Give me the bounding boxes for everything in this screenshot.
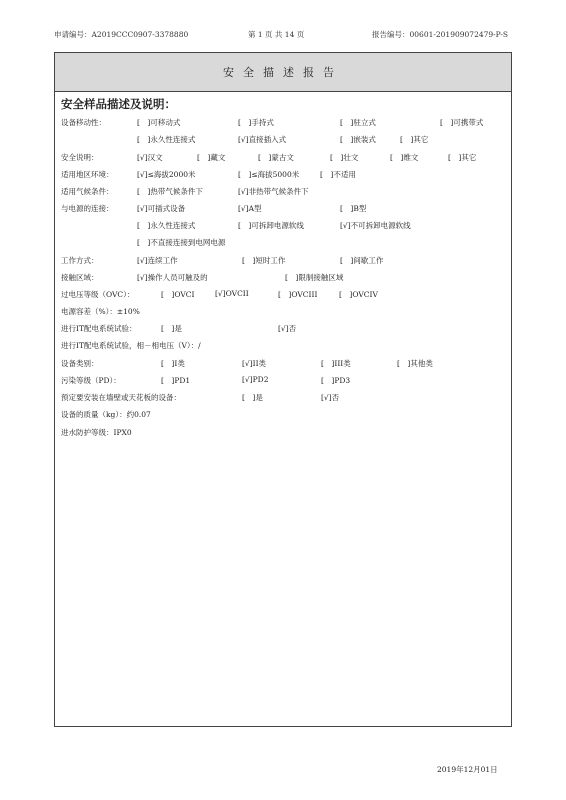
altitude-label: 适用地区环境：	[61, 170, 114, 179]
mobility-label: 设备移动性：	[61, 118, 106, 127]
ovc-iii: [ ]OVCIII	[278, 290, 318, 299]
class-other: [ ]其他类	[397, 359, 433, 368]
mode-continuous: [√]连续工作	[137, 256, 178, 265]
it-test-yes: [ ]是	[161, 324, 182, 333]
class-i: [ ]I类	[161, 359, 185, 368]
equipment-mass: 设备的质量（kg）：约0.07	[61, 410, 151, 419]
access-operator: [√]操作人员可触及的	[137, 273, 208, 282]
ovc-ii: [√]OVCII	[215, 289, 249, 298]
option-handheld: [ ]手持式	[238, 118, 274, 127]
mode-short-time: [ ]短时工作	[242, 256, 286, 265]
ovc-i: [ ]OVCI	[161, 290, 195, 299]
report-date: 2019年12月01日	[437, 765, 498, 774]
conn-type-b: [ ]B型	[340, 204, 367, 213]
wall-mount-no: [√]否	[321, 393, 340, 402]
altitude-2000: [√]≤海拔2000米	[137, 170, 196, 179]
page-indicator: 第 1 页 共 14 页	[248, 30, 305, 39]
option-other: [ ]其它	[400, 135, 429, 144]
option-permanent: [ ]永久性连接式	[137, 135, 196, 144]
climate-non-tropical: [√]非热带气候条件下	[238, 187, 309, 196]
climate-tropical: [ ]热带气候条件下	[137, 187, 203, 196]
class-ii: [√]II类	[242, 359, 267, 368]
it-test-label: 进行IT配电系统试验：	[61, 324, 137, 333]
lang-other: [ ]其它	[448, 153, 477, 162]
pd-2: [√]PD2	[242, 375, 269, 384]
wall-mount-label: 预定要安装在墙壁或天花板的设备：	[61, 393, 181, 402]
altitude-5000: [ ]≤海拔5000米	[238, 170, 300, 179]
wall-mount-yes: [ ]是	[242, 393, 263, 402]
conn-non-detachable-cord: [√]不可拆卸电源软线	[340, 221, 411, 230]
report-frame	[54, 52, 512, 727]
option-stationary: [ ]驻立式	[340, 118, 376, 127]
ip-rating: 进水防护等级：IPX0	[61, 428, 132, 437]
report-number: 报告编号：00601-201909072479-P-S	[372, 30, 508, 39]
class-iii: [ ]III类	[321, 359, 351, 368]
option-portable: [ ]可携带式	[440, 118, 484, 127]
pd-3: [ ]PD3	[321, 376, 351, 385]
option-built-in: [ ]嵌装式	[340, 135, 376, 144]
conn-permanent: [ ]永久性连接式	[137, 221, 196, 230]
lang-chinese: [√]汉文	[137, 153, 163, 162]
lang-tibetan: [ ]藏文	[197, 153, 226, 162]
option-movable: [ ]可移动式	[137, 118, 181, 127]
conn-detachable-cord: [ ]可拆卸电源软线	[238, 221, 304, 230]
equipment-class-label: 设备类别：	[61, 359, 99, 368]
mode-intermittent: [ ]间歇工作	[340, 256, 384, 265]
climate-label: 适用气候条件：	[61, 187, 114, 196]
it-test-no: [√]否	[278, 324, 297, 333]
safety-note-label: 安全说明：	[61, 153, 99, 162]
ovc-iv: [ ]OVCIV	[339, 290, 378, 299]
conn-pluggable: [√]可插式设备	[137, 204, 186, 213]
lang-zhuang: [ ]壮文	[330, 153, 359, 162]
access-restricted: [ ]限制接触区域	[285, 273, 344, 282]
report-title: 安全描述报告	[55, 53, 511, 92]
ovc-label: 过电压等级（OVC）：	[61, 290, 135, 299]
pd-1: [ ]PD1	[161, 376, 191, 385]
application-number: 申请编号：A2019CCC0907-3378880	[54, 30, 189, 39]
altitude-na: [ ]不适用	[320, 170, 356, 179]
option-direct-plug-in: [√]直接插入式	[238, 135, 287, 144]
pollution-degree-label: 污染等级（PD）：	[61, 376, 121, 385]
work-mode-label: 工作方式：	[61, 256, 99, 265]
conn-not-mains: [ ]不直接连接到电网电源	[137, 238, 226, 247]
power-connection-label: 与电源的连接：	[61, 204, 114, 213]
lang-mongolian: [ ]蒙古文	[258, 153, 294, 162]
section-heading: 安全样品描述及说明：	[61, 97, 176, 111]
access-area-label: 接触区域：	[61, 273, 99, 282]
power-tolerance: 电源容差（%）：±10%	[61, 307, 140, 316]
conn-type-a: [√]A型	[238, 204, 262, 213]
it-phase-voltage: 进行IT配电系统试验，相－相电压（V）：/	[61, 341, 201, 350]
lang-uyghur: [ ]维文	[390, 153, 419, 162]
